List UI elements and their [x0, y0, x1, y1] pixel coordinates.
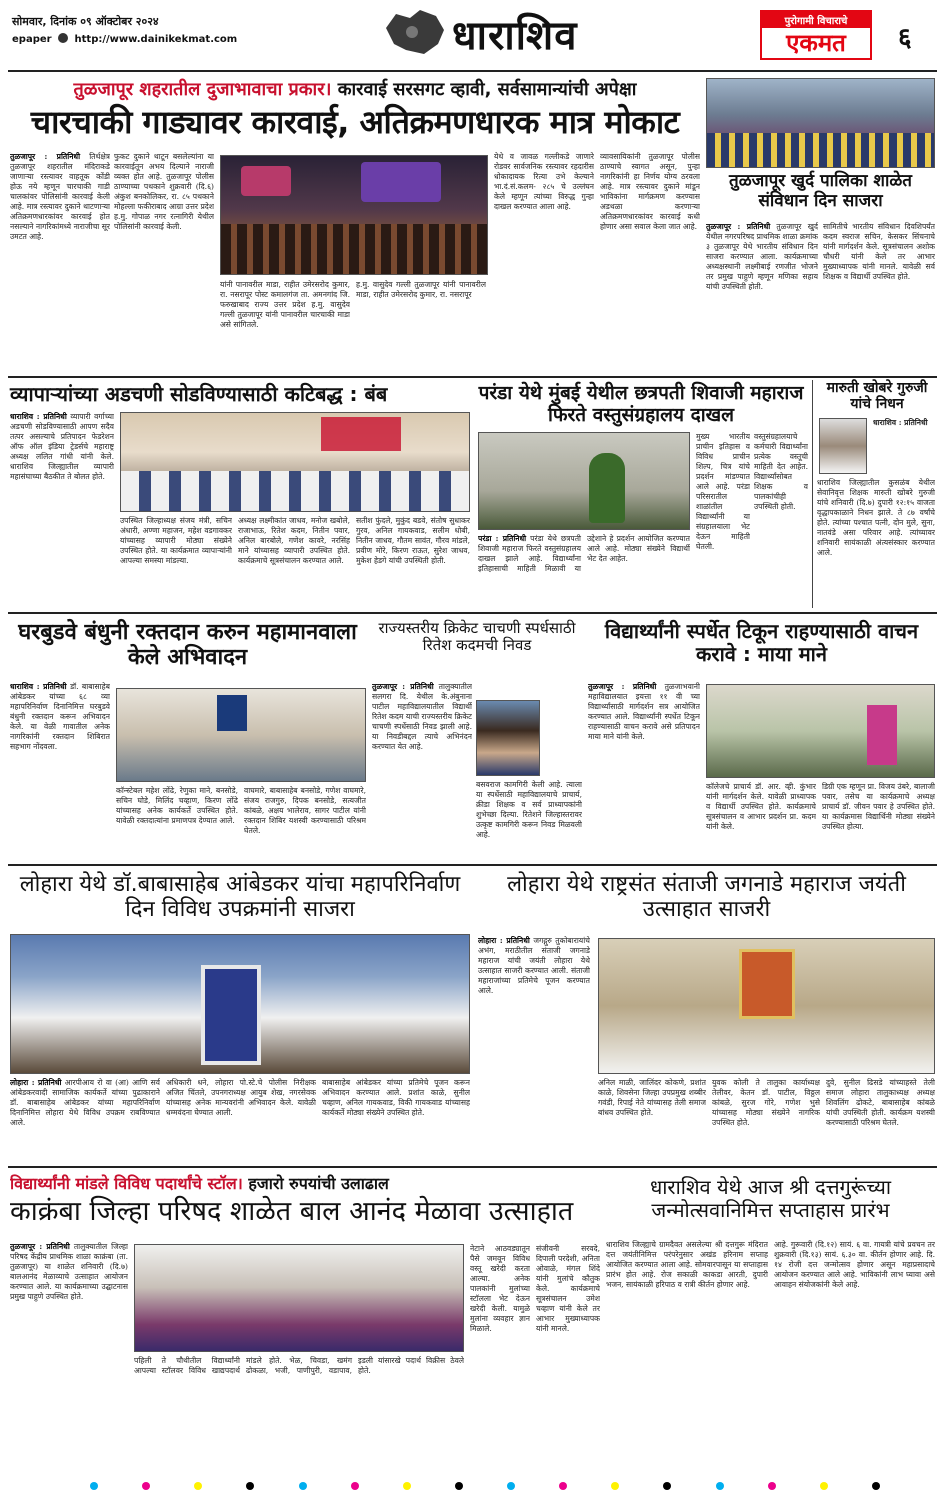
column-text: तुळजापूर खुर्द येथील नगरपरिषद प्राथमिक शाळा क्रमांक ३ तुळजापूर येथे भारतीय संविधान दिन साजरा करण्यात आला. कार्यक्रमाच्या अध्यक्षस्थानी लक्ष्मीबाई रणजीत भोजने तर प्रमुख पाहुणे म्हणून मणिका सहाय यांची उपस्थिती होती. — [706, 222, 818, 292]
story7-col2: बसवराज कामगिरी केली आहे. त्याला या स्पर्धेसाठी महाविद्यालयाचे प्राचार्य, क्रीडा शिक्षक व सर्व प्राध्यापकांनी शुभेच्छा दिल्या. रितेशने जिल्हास्तरावर उत्कृष्ट कामगिरी करून निवड मिळवली आहे. — [476, 780, 582, 840]
headline: राज्यस्तरीय क्रिकेट चाचणी स्पर्धसाठी रितेश कदमची निवड — [378, 619, 576, 655]
dateline: तुळजापूर : प्रतिनिधी — [10, 1242, 70, 1251]
story10-col4: दुवे, सुनील ढिसडे यांच्याहस्ते तेली समाज लोहारा तालुकाध्यक्ष अध्यक्ष शिवलिंग ढोकटे, बाबासाहेब कांबळे यांची उपस्थिती होती. कार्यक्रम यशस्वी करण्यासाठी परिश्रम घेतले. — [826, 1078, 935, 1128]
headline: धाराशिव येथे आज श्री दत्तगुरूंच्या जन्मोत्सवानिमित्त सप्ताहास प्रारंभ — [649, 1175, 892, 1222]
dateline: तुळजापूर : प्रतिनिधी — [706, 222, 771, 231]
story7-col1 — [372, 682, 472, 860]
story3-col1 — [10, 412, 114, 608]
dateline: तुळजापूर : प्रतिनिधी — [372, 682, 434, 691]
story4-col1 — [478, 534, 690, 608]
column-text: तिर्थक्षेत्र तुळजापूर शहरातील मंदिराकडे जाणाऱ्या रस्त्यावर वाहतूक कोंडी होऊ नये म्हणून चारचाकी गाडी चालकांवर पोलिसांनी कारवाई केली आहे. मात्र रस्त्यावर दुकाने थाटणाऱ्या अतिक्रमणधारकांवर कारवाई होत नसल्याने नागरिकांमध्ये नाराजीचा सूर उमटत आहे. — [10, 152, 110, 242]
edition-name: धाराशिव — [452, 12, 578, 59]
column-text: जगद्गुरु तुकोबारायांचे अभंग, मराठीतील संताजी जगनाडे महाराज यांची जयंती लोहारा येथे उत्साहात साजरी करण्यात आली. संताजी महाराजांच्या प्रतिमेचे पूजन करण्यात आले. — [478, 936, 590, 996]
meeting-photo — [120, 412, 470, 512]
kicker-red: तुळजापूर शहरातील दुजाभावाचा प्रकार। — [73, 79, 332, 100]
story10-col3: युवक कोली ते तालुका कार्याध्यक्ष तेलीवर, केतन डॉ. पाटील, विठ्ठल कांबळे, सुरज गोरे, गणेश भुसे यांच्यासह मोठ्या संख्येने नागरिक उपस्थित होते. — [712, 1078, 820, 1128]
school-group-photo — [706, 78, 935, 168]
story12-col2: आहे. गुरूवारी (दि.१२) सायं. ६ वा. गायत्री यांचे प्रवचन तर शुक्रवारी (दि.१३) सायं. ६.३० वा. कीर्तन होणार आहे. दि. १४ रोजी दत्त जन्मोत्सव होणार असून महाप्रसादाचे आयोजन करण्यात आले आहे. भाविकांनी लाभ घ्यावा असे आवाहन संयोजकांनी केले आहे. — [774, 1240, 935, 1290]
story11-col2: पहिली ते चौथीतील विद्यार्थ्यांनी आपल्या स्टॉलवर विविध खाद्यपदार्थ मांडले होते. भेळ, चिवडा, खमंग ढोकळा, भजी, पाणीपुरी, वडापाव, इडली यांसारखे पदार्थ विक्रीस ठेवले होते. — [134, 1356, 464, 1376]
story1-col4: येथे व जावळ गल्लीकडे जाणारे रोडवर सार्वजनिक रस्त्यावर रहदारीस धोकादायक रित्या उभे केल्याने भा.दं.सं.कलम- २८५ चे उल्लंघन केले म्हणून त्यांच्या विरुद्ध गुन्हा दाखल करण्यात आला आहे. — [494, 152, 594, 212]
section-rule — [8, 612, 937, 614]
story8-col2: कॉलेजचे प्राचार्य डॉ. आर. व्ही. कुंभार यांनी मार्गदर्शन केले. यावेळी प्राध्यापक व विद्यार्थी उपस्थित होते. कार्यक्रमाचे सूत्रसंचालन व आभार प्रदर्शन प्रा. कदम यांनी केले. — [706, 782, 816, 832]
dateline: लोहारा : प्रतिनिधी — [478, 936, 530, 945]
story4-col3: वस्तुसंग्रहालयाचे कर्मचारी विद्यार्थ्यांना प्रत्येक वस्तूची माहिती देत आहेत. विद्यार्थ्यांसोबत शिक्षक व पालकांचीही उपस्थिती होती. — [754, 432, 808, 512]
story3-col3: अध्यक्ष लक्ष्मीकांत जाधव, मनोज खबोले, राजाभाऊ, रितेश कदम, नितीन पवार, अनिल बारबोले, गणेश कावरे, नरसिंह माने यांच्यासह व्यापारी उपस्थित होते. कार्यक्रमाचे सूत्रसंचालन करण्यात आले. — [238, 516, 350, 566]
story1-col3b: ह.मु. वासुदेव गल्ली तुळजापूर यांनी पानावरील माडा, राहीत उमेरसरोद कुमार, रा. नसरापूर — [356, 280, 486, 300]
section-rule — [8, 1166, 937, 1168]
story3-col2: उपस्थित जिल्हाध्यक्ष संजय मंत्री, सचिन अंधारी, अण्णा महाजन, महेश वडगावकर यांच्यासह व्यापारी मोठ्या संख्येने उपस्थित होते. या कार्यक्रमात व्यापाऱ्यांनी आपल्या समस्या मांडल्या. — [120, 516, 232, 566]
headline: लोहारा येथे राष्ट्रसंत संताजी जगनाडे महाराज जयंती उत्साहात साजरी — [507, 872, 906, 923]
blood-donation-photo — [116, 688, 366, 782]
kicker-black: कारवाई सरसगट व्हावी, सर्वसामान्यांची अपेक्षा — [337, 79, 637, 100]
headline: तुळजापूर खुर्द पालिका शाळेत संविधान दिन साजरा — [729, 171, 912, 211]
story4-col2: मुख्य भारतीय प्राचीन इतिहास व विविध प्राचीन शिल्प, चित्र यांचे प्रदर्शन मांडण्यात आले आहे. परंडा परिसरातील शाळांतील विद्यार्थ्यांनी या संग्रहालयाला भेट देऊन माहिती घेतली. — [696, 432, 750, 552]
story2-col2: सामितीचे भारतीय संविधान दिवशिपर्यंत कदम स्वराज सचिन, केसकर सिंचनाचे यांनी मार्गदर्शन केले. सूत्रसंचालन अशोक चौधरी यांनी केले तर आभार मुख्याध्यापक यांनी मानले. यावेळी सर्व शिक्षक व विद्यार्थी उपस्थित होते. — [823, 222, 935, 282]
obituary-box — [812, 380, 937, 608]
story2-col1 — [706, 222, 818, 372]
headline: परंडा येथे मुंबई येथील छत्रपती शिवाजी महाराज फिरते वस्तुसंग्रहालय दाखल — [478, 382, 804, 426]
museum-photo — [478, 432, 690, 530]
headline: मारुती खोबरे गुरुजी यांचे निधन — [826, 380, 928, 413]
story8-col1 — [588, 682, 700, 860]
column-text: व्यापारी वर्गाच्या अडचणी सोडविण्यासाठी आपण सदैव तत्पर असल्याचे प्रतिपादन फेडरेशन ऑफ ऑल इंडिया ट्रेडर्सचे महाराष्ट्र अध्यक्ष ललित गांधी यांनी केले. धाराशिव जिल्ह्यातील व्यापारी महासंघाच्या बैठकीत ते बोलत होते. — [10, 412, 114, 482]
column-text: तालुक्यातील जिल्हा परिषद केंद्रीय प्राथमिक शाळा काक्रंबा (ता. तुळजापूर) या शाळेत शनिवारी (दि.७) बालआनंद मेळाव्याचे उत्साहात आयोजन करण्यात आले. या कार्यक्रमाच्या उद्घाटनास प्रमुख पाहुणे उपस्थित होते. — [10, 1242, 128, 1302]
column-text: आरपीआय रो वा (आ) आणि सर्व आंबेडकरवादी सामाजिक कार्यकर्ते यांच्या पुढाकाराने डॉ. बाबासाहेब आंबेडकर यांच्या महापरिनिर्वाण दिनानिमित्त लोहारा येथे विविध उपक्रम राबविण्यात आले. — [10, 1078, 160, 1128]
seminar-photo — [706, 684, 935, 778]
globe-icon — [58, 33, 68, 43]
section-rule — [8, 864, 937, 866]
story1-col1 — [10, 152, 110, 372]
dateline: लोहारा : प्रतिनिधी — [10, 1078, 62, 1087]
map-logo-icon — [380, 4, 450, 60]
kicker-red: विद्यार्थ्यांनी मांडले विविध पदार्थांचे स्टॉल। — [10, 1174, 243, 1193]
story-kicker — [10, 77, 700, 105]
brand-tagline: पुरोगामी विचाराचे — [762, 12, 870, 28]
story9-col2: अधिकारी धने, लोहारा पो.स्टे.चे पोलीस निरीक्षक अजित चिंतले, उपनगराध्यक्ष आयुब शेख, नगरसेवक यांच्यासह अनेक मान्यवरांनी अभिवादन केले. यावेळी धम्मवंदना घेण्यात आली. — [166, 1078, 316, 1118]
news-photo-crowd — [220, 155, 488, 275]
headline: व्यापाऱ्यांच्या अडचणी सोडविण्यासाठी कटिबद्ध : बंब — [10, 382, 388, 406]
obituary-text: धाराशिव जिल्ह्यातील कुसळंब येथील सेवानिवृत्त शिक्षक मारुती खोबरे गुरुजी यांचे शनिवारी (दि.७) दुपारी १२:१५ वाजता वृद्धापकाळाने निधन झाले. ते ८७ वर्षांचे होते. त्यांच्या पश्चात पत्नी, दोन मुले, सुना, नातवंडे असा परिवार आहे. त्यांच्यावर शनिवारी सायंकाळी अंत्यसंस्कार करण्यात आले. — [817, 478, 935, 558]
tribute-photo — [10, 934, 470, 1074]
story12-col1: धाराशिव जिल्ह्याचे ग्रामदैवत असलेल्या श्री दत्तगुरू मंदिरात दत्त जयंतीनिमित्त परंपरेनुसार अखंड हरिनाम सप्ताह आयोजित करण्यात आला आहे. सोमवारपासून या सप्ताहास प्रारंभ होत आहे. रोज सकाळी काकडा आरती, दुपारी भजन, सायंकाळी हरिपाठ व रात्री कीर्तन होणार आहे. — [606, 1240, 768, 1290]
cricketer-photo — [476, 700, 540, 776]
column-text: तुळजाभवानी महाविद्यालयात इयत्ता ११ वी च्या विद्यार्थ्यांसाठी मार्गदर्शन सत्र आयोजित करण्यात आले. विद्यार्थ्यांनी स्पर्धेत टिकून राहण्यासाठी वाचन करावे असे प्रतिपादन माया माने यांनी केले. — [588, 682, 700, 742]
story10-col1 — [478, 936, 590, 1162]
dateline: तुळजापूर : प्रतिनिधी — [588, 682, 657, 691]
column-text: तालुक्यातील सलगरा दि. येथील के.अंबुनाना पाटील महाविद्यालयातील विद्यार्थी रितेश कदम याची राज्यस्तरीय क्रिकेट चाचणी स्पर्धेसाठी निवड झाली आहे. या निवडीबद्दल त्याचे अभिनंदन करण्यात येत आहे. — [372, 682, 472, 752]
obituary-dateline: धाराशिव : प्रतिनिधी — [873, 418, 928, 427]
epaper-link[interactable]: epaper http://www.dainikekmat.com — [12, 34, 238, 45]
headline: लोहारा येथे डॉ.बाबासाहेब आंबेडकर यांचा महापरिनिर्वाण दिन विविध उपक्रमांनी साजरा — [19, 872, 461, 923]
brand-block — [760, 10, 872, 60]
headline: विद्यार्थ्यांनी स्पर्धेत टिकून राहण्यासाठी वाचन करावे : माया माने — [604, 619, 919, 666]
story9-col3: बाबासाहेब आंबेडकर यांच्या प्रतिमेचे पूजन करून अभिवादन करण्यात आले. प्रशांत काळे, सुनील चव्हाण, अनिल गायकवाड, विकी गायकवाड यांच्यासह कार्यकर्ते मोठ्या संख्येने उपस्थित होते. — [322, 1078, 470, 1118]
dateline: तुळजापूर : प्रतिनिधी — [10, 152, 81, 161]
dateline: परंडा : प्रतिनिधी — [478, 534, 527, 543]
color-register-bar — [90, 1482, 880, 1494]
story1-col2: फुकट दुकाने थाटून बसलेल्यांना या कारवाईतून अभय दिल्याने नाराजी व्यक्त होत आहे. तुळजापूर पोलीस ठाण्याच्या पथकाने शुक्रवारी (दि.६) अंकुश बनकोलिकर, रा. ८५ पथकाने मोहल्ला फकीराबाद आग्रा उत्तर प्रदेश ह.मु. गोपाळ नगर रत्नागिरी येथील पोलिसांनी कारवाई केली. — [114, 152, 214, 232]
column-text: डॉ. बाबासाहेब आंबेडकर यांच्या ६८ व्या महापरिनिर्वाण दिनानिमित्त घरबुडवे बंधुनी रक्तदान करून अभिवादन केले. या वेळी गावातील अनेक नागरिकांनी रक्तदान शिबिरात सहभाग नोंदवला. — [10, 682, 110, 752]
headline: घरबुडवे बंधुनी रक्तदान करुन महामानवाला केले अभिवादन — [18, 620, 357, 671]
story6-col2: कॉन्स्टेबल महेश लोंढे, रेणुका माने, बनसोडे, सचिन घोडे, मिलिंद चव्हाण, किरण लोंढे यांच्यासह अनेक कार्यकर्ते उपस्थित होते. यावेळी रक्तदात्यांना प्रमाणपत्र देण्यात आले. — [116, 786, 238, 826]
masthead — [0, 0, 945, 70]
story-kicker — [10, 1172, 600, 1194]
story9-col1 — [10, 1078, 160, 1162]
story1-col3: यांनी पानावरील माडा, राहीत उमेरसरोद कुमार, रा. नसरापूर पोस्ट कमालगंज ता. अमनगांद जि. फरुखाबाद राज्य उत्तर प्रदेश ह.मु. वासुदेव गल्ली तुळजापूर यांनी पानावरील चारचाकी माडा असे सांगितले. — [220, 280, 350, 330]
story10-col2: अनिल माळी, जालिंदर कोकणे, प्रशांत काळे, शिवसेना जिल्हा उपप्रमुख शब्बीर गवंडी, रिपाई नेते यांच्यासह तेली समाज बांधव उपस्थित होते. — [598, 1078, 706, 1118]
portrait-photo — [819, 418, 867, 474]
fair-photo — [134, 1244, 464, 1352]
column-text: परंडा येथे छत्रपती शिवाजी महाराज फिरते वस्तुसंग्रहालय दाखल झाले आहे. विद्यार्थ्यांना इतिहासाची माहिती मिळावी या उद्देशाने हे प्रदर्शन आयोजित करण्यात आले आहे. मोठ्या संख्येने विद्यार्थी भेट देत आहेत. — [478, 534, 690, 574]
story11-col1 — [10, 1242, 128, 1464]
issue-date: सोमवार, दिनांक ०९ ऑक्टोबर २०२४ — [12, 15, 159, 28]
website-url[interactable]: http://www.dainikekmat.com — [74, 34, 238, 45]
story11-col3: नेटाने आठवड्यातून पैसे जमवून विविध वस्तू खरेदी करता आल्या. अनेक पालकांनी मुलांच्या स्टॉलला भेट देऊन खरेदी केली. यामुळे मुलांना व्यवहार ज्ञान मिळाले. — [470, 1244, 530, 1334]
headline: चारचाकी गाड्यावर कारवाई, अतिक्रमणधारक मात्र मोकाट — [30, 103, 680, 141]
story1-col5: व्यावसायिकांनी तुळजापूर पोलीस ठाण्याचे स्वागत असून, पुन्हा नागरिकांनी हा निर्णय योग्य ठरवला आहे. मात्र रस्त्यावर दुकाने मांडून भाविकांना मार्गक्रमण करण्यास अडथळा करणाऱ्या अतिक्रमणधारकांवर कारवाई कधी होणार असा सवाल केला जात आहे. — [600, 152, 700, 232]
kicker-black: हजारो रुपयांची उलाढाल — [248, 1174, 389, 1193]
dateline: धाराशिव : प्रतिनिधी — [10, 682, 67, 691]
section-rule — [8, 376, 937, 378]
headline: काक्रंबा जिल्हा परिषद शाळेत बाल आनंद मेळावा उत्साहात — [10, 1196, 574, 1227]
story6-col1 — [10, 682, 110, 860]
masthead-rule — [8, 70, 937, 72]
page-number: ६ — [898, 23, 912, 53]
jayanti-photo — [598, 938, 935, 1074]
story6-col3: वाघमारे, बाबासाहेब बनसोडे, गणेश वाघमारे, संजय राजगुरु, दिपक बनसोडे, सत्यजीत कांबळे, अक्षय भालेराव, सागर पाटील यांनी रक्तदान शिबिर यशस्वी करण्यासाठी परिश्रम घेतले. — [244, 786, 366, 836]
story8-col3: डिग्री एक म्हणून प्रा. विजय उंबरे, बालाजी पवार, तसेच या कार्यक्रमाचे अध्यक्ष प्राचार्य डॉ. जीवन पवार हे उपस्थित होते. या कार्यक्रमास विद्यार्थिनी मोठ्या संख्येने उपस्थित होत्या. — [822, 782, 935, 832]
dateline: धाराशिव : प्रतिनिधी — [10, 412, 67, 421]
story3-col4: सतीश फुंदले, मुकुंद बडवे, संतोष सुधाकर गुरव, अनिल गायकवाड, सलीम धोबी, नितीन जाधव, गौतम सावंत, गौरव मांडले, प्रवीण मोरे, किरण राऊत, सुरेश जाधव, मुकेश हेडगे यांची उपस्थिती होती. — [356, 516, 470, 566]
story11-col4: संजीवनी सरवदे, दिपाली परदेशी, अनिता ओवाळे, मंगल शिंदे यांनी मुलांचे कौतुक केले. कार्यक्रमाचे सूत्रसंचालन उमेश चव्हाण यांनी केले तर आभार मुख्याध्यापक यांनी मानले. — [536, 1244, 600, 1334]
brand-logo: एकमत — [786, 29, 846, 57]
